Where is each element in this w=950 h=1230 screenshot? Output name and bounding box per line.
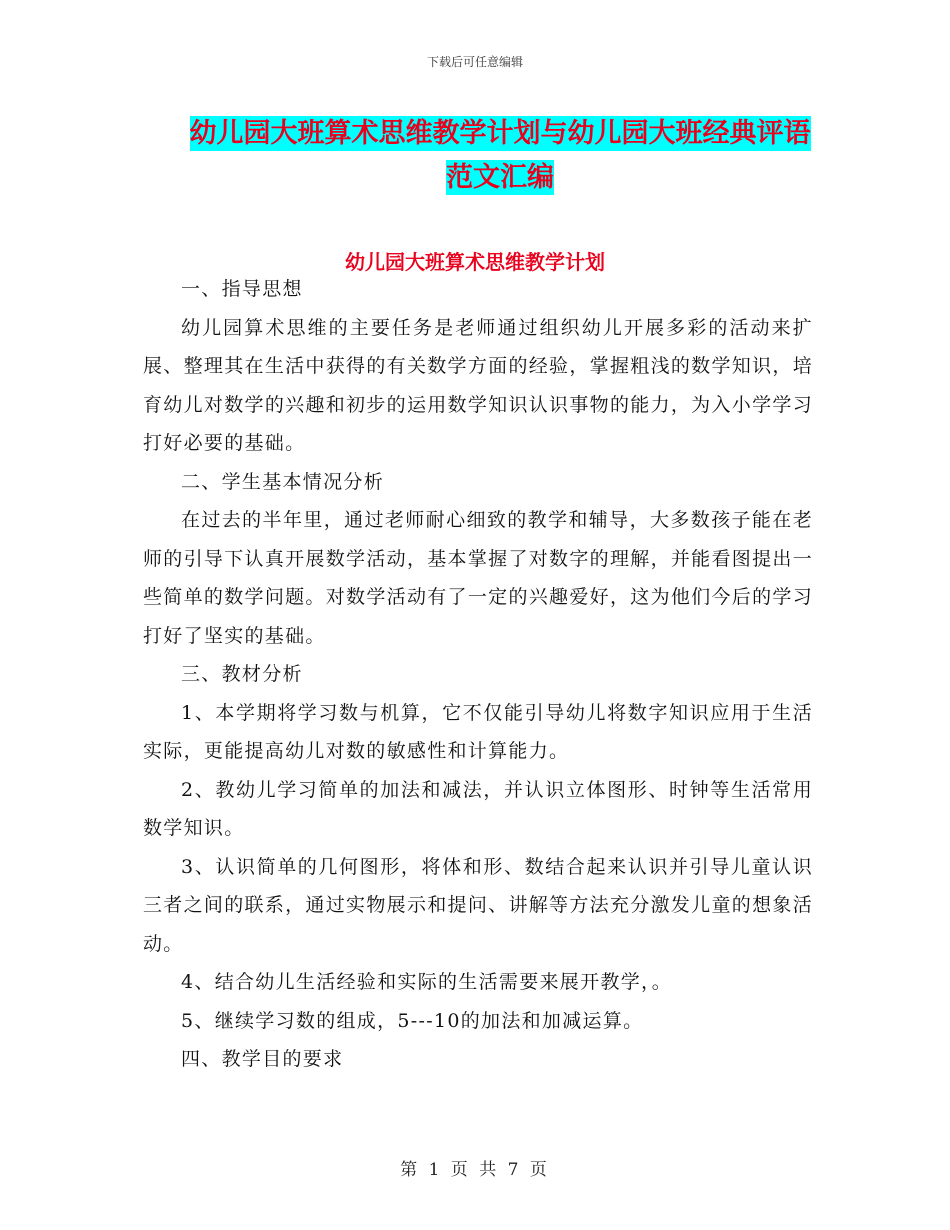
page-footer: 第 1 页 共 7 页 — [400, 1160, 550, 1180]
list-item: 5、继续学习数的组成，5---10的加法和加减运算。 — [181, 1009, 644, 1032]
paragraph-student-analysis: 在过去的半年里，通过老师耐心细致的教学和辅导，大多数孩子能在老师的引导下认真开展数学活动，基本掌握了对数字的理解，并能看图提出一些简单的数学问题。对数学活动有了一定的兴趣爱好，这为他们今后的学习打好了坚实的基础。 — [143, 509, 813, 647]
title-line-1: 幼儿园大班算术思维教学计划与幼儿园大班经典评语 — [189, 118, 811, 149]
document-body — [143, 270, 813, 1079]
heading-textbook-analysis: 三、教材分析 — [181, 663, 303, 685]
paragraph-guiding-ideology: 幼儿园算术思维的主要任务是老师通过组织幼儿开展多彩的活动来扩展、整理其在生活中获得的有关数学方面的经验，掌握粗浅的数学知识，培育幼儿对数学的兴趣和初步的运用数学知识认识事物的能力，为入小学学习打好必要的基础。 — [143, 316, 813, 454]
list-item: 2、教幼儿学习简单的加法和减法，并认识立体图形、时钟等生活常用数学知识。 — [143, 778, 813, 839]
header-note: 下载后可任意编辑 — [426, 55, 523, 69]
list-item: 4、结合幼儿生活经验和实际的生活需要来展开教学，。 — [181, 971, 673, 993]
document-title — [150, 112, 850, 200]
heading-guiding-ideology: 一、指导思想 — [181, 278, 303, 300]
heading-student-analysis: 二、学生基本情况分析 — [181, 470, 385, 493]
list-item: 3、认识简单的几何图形，将体和形、数结合起来认识并引导儿童认识三者之间的联系，通过实物展示和提问、讲解等方法充分激发儿童的想象活动。 — [143, 855, 813, 955]
section-title: 幼儿园大班算术思维教学计划 — [345, 250, 605, 274]
list-item: 1、本学期将学习数与机算，它不仅能引导幼儿将数字知识应用于生活实际，更能提高幼儿对数的敏感性和计算能力。 — [143, 701, 813, 762]
heading-teaching-goals: 四、教学目的要求 — [181, 1048, 344, 1070]
title-line-2: 范文汇编 — [446, 162, 554, 193]
